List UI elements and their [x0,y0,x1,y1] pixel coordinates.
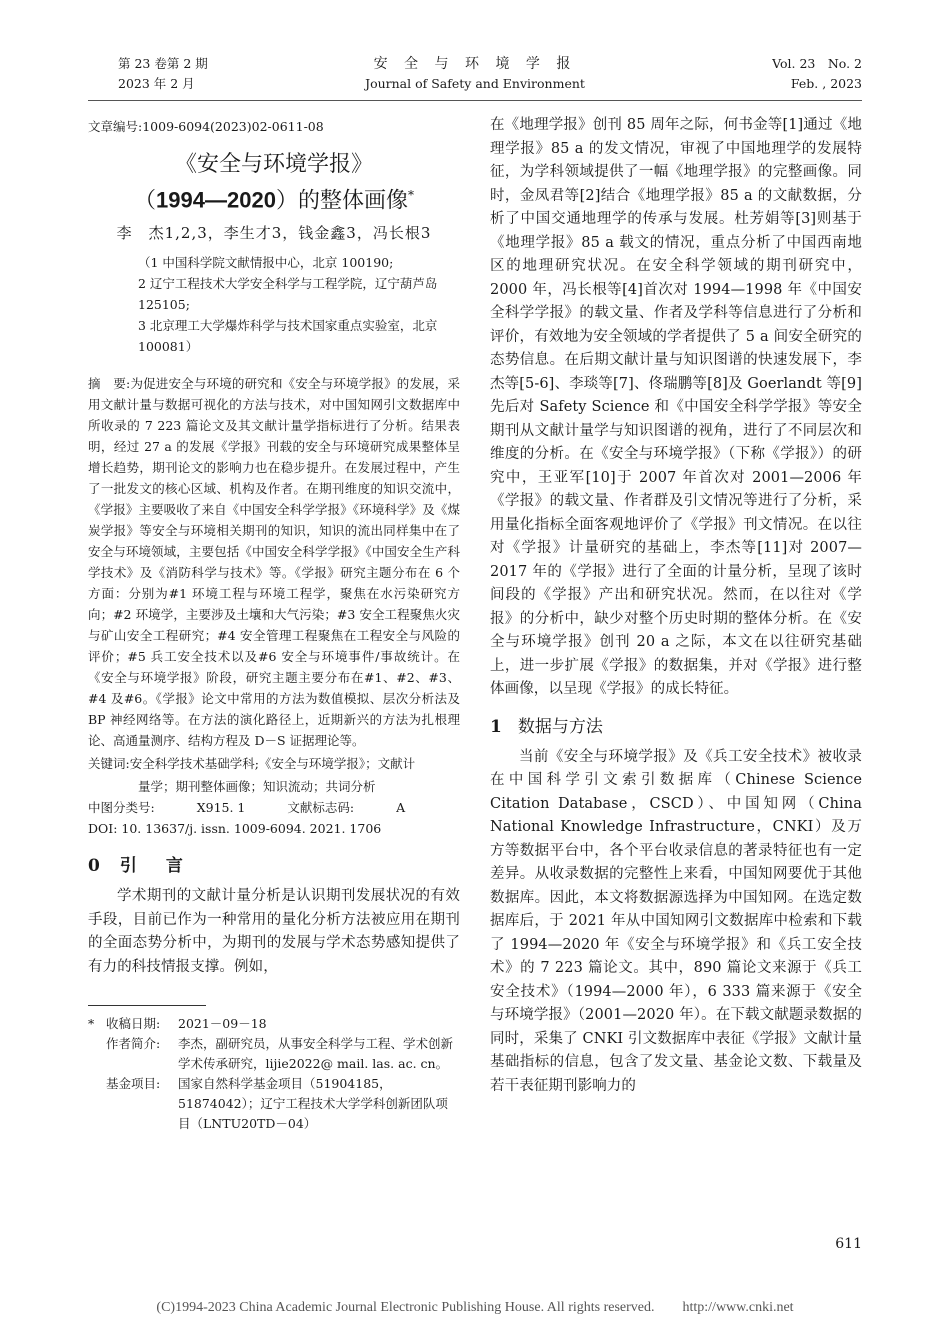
intro-paragraph: 学术期刊的文献计量分析是认识期刊发展状况的有效手段，目前已作为一种常用的量化分析方法被应用在期刊的全面态势分析中，为期刊的发展与学术态势感知提供了有力的科技情报支撑。例如， [88,888,460,975]
data-method-paragraph: 当前《安全与环境学报》及《兵工安全技术》被收录在中国科学引文索引数据库（Chinese Science Citation Database，CSCD）、中国知网（China National Knowledge Infrastructure，CNKI）及万方等数据平台中，各个平台收录信息的著录特征也有一定差异。从收录数据的完整性上来看，中国知网要优于其他数据库。因此，本文将数据源选择为中国知网。在选定数据库后，于 2021 年从中国知网引文数据库中检索和下载了 1994—2020 年《安全与环境学报》和《兵工安全技术》的 7 223 篇论文。其中，890 篇论文来源于《兵工安全技术》（1994—2000 年），6 333 篇来源于《安全与环境学报》（2001—2020 年）。在下载文献题录数据的同时，采集了 CNKI 引文数据库中表征《学报》文献计量基础指标的信息，包含了发文量、基金论文数、下载量及若干表征期刊影响力的 [490,748,862,1094]
section-1-title: 数据与方法 [517,716,603,737]
subtitle-rest: ）的整体画像 [275,188,408,214]
section-1-number: 1 [490,716,502,737]
issue-volume: 第 23 卷第 2 期 [118,56,208,71]
keywords-label: 关键词: [88,756,130,772]
article-subtitle [88,180,460,216]
article-title: 《安全与环境学报》 [174,152,373,177]
subtitle-years: 1994—2020 [156,187,276,213]
clc-number [88,800,245,815]
doi [88,818,460,839]
literature-review-paragraph: 在《地理学报》创刊 85 周年之际，何书金等[1]通过《地理学报》85 a 的发文情况，审视了中国地理学的发展特征，为学科领域提供了一幅《地理学报》的完整画像。同时，金凤君等[2]结合《地理学报》85 a 的文献数据，分析了中国交通地理学的传承与发展。杜芳娟等[3]则基于《地理学报》85 a 载文的情况，重点分析了中国西南地区的地理研究状况。在安全科学领域的期刊研究中，2000 年，冯长根等[4]首次对 1994—1998 年《中国安全科学学报》的载文量、作者及学科等信息进行了分析和评价，有效地为安全领域的学者提供了 5 a 间安全研究的态势信息。在后期文献计量与知识图谱的快速发展下，李杰等[5-6]、李琰等[7]、佟瑞鹏等[8]及 Goerlandt 等[9]先后对 Safety Science 和《中国安全科学学报》等安全期刊从文献计量学与知识图谱的视角，进行了不同层次和维度的分析。在《安全与环境学报》（下称《学报》）的研究中，王亚军[10]于 2007 年首次对 2001—2006 年《学报》的载文量、作者群及引文情况等进行了分析，采用量化指标全面客观地评价了《学报》刊文情况。在以往对《学报》计量研究的基础上，李杰等[11]对 2007—2017 年的《学报》进行了全面的计量分析，呈现了该时间段的《学报》产出和研究状况。然而，在以往对《学报》的分析中，缺少对整个历史时期的整体分析。在《安全与环境学报》创刊 20 a 之际，本文在以往研究基础上，进一步扩展《学报》的数据集，并对《学报》进行整体画像，以呈现《学报》的成长特征。 [490,117,862,697]
fund-value: 国家自然科学基金项目（51904185，51874042）；辽宁工程技术大学学科创新团队项目（LNTU20TD－04） [178,1076,448,1132]
keywords-line2: 量学；期刊整体画像；知识流动；共词分析 [138,779,376,795]
page-body [88,104,862,1274]
footnote-fund [88,1074,460,1134]
issue-date-en: Feb. , 2023 [790,76,862,91]
section-0-number: 0 [88,856,106,877]
journal-name-cn: 安 全 与 环 境 学 报 [373,56,577,72]
author-bio-label: 作者简介: [106,1036,161,1052]
footnote-star: * [88,1016,95,1032]
abstract-label: 摘 要: [88,376,131,392]
title-footnote-mark: * [407,188,414,202]
section-0-heading [88,853,460,879]
doc-code-label: 文献标志码: [287,800,355,816]
right-column [490,104,862,1098]
footnote-received [88,1014,460,1034]
section-0-title: 引 言 [119,856,189,877]
doi-value: 10. 13637/j. issn. 1009-6094. 2021. 1706 [121,821,382,837]
fund-label: 基金项目: [106,1076,161,1092]
clc-value: X915. 1 [196,800,246,816]
journal-name-en: Journal of Safety and Environment [365,76,585,91]
affiliation-2: 2 辽宁工程技术大学安全科学与工程学院，辽宁葫芦岛 125105; [138,276,438,313]
subtitle-open: （ [134,188,157,214]
page-number: 611 [835,1236,862,1252]
affiliation-3: 3 北京理工大学爆炸科学与技术国家重点实验室，北京 100081） [138,318,438,355]
issue-date: 2023 年 2 月 [118,76,195,91]
received-label: 收稿日期: [106,1016,161,1032]
keywords [88,753,460,774]
document-code [287,800,405,815]
volume-number-en: Vol. 23 No. 2 [772,56,862,71]
received-value: 2021－09－18 [178,1016,267,1032]
journal-volume-en [772,54,862,94]
keywords-line1: 安全科学技术基础学科;《安全与环境学报》；文献计 [129,756,416,772]
left-column [88,104,460,1134]
footnotes [88,1014,460,1134]
abstract-text: 为促进安全与环境的研究和《安全与环境学报》的发展，采用文献计量与数据可视化的方法与技术，对中国知网引文数据库中所收录的 7 223 篇论文及其文献计量学指标进行了分析。结果表明，经过 27 a 的发展《学报》刊载的安全与环境研究成果整体呈增长趋势，期刊论文的影响力也在稳步提升。在发展过程中，产生了一批发文的核心区域、机构及作者。在期刊维度的知识交流中，《学报》主要吸收了来自《中国安全科学学报》《环境科学》及《煤炭学报》等安全与环境相关期刊的知识，知识的流出同样集中在了安全与环境领域，主要包括《中国安全科学学报》《中国安全生产科学技术》及《消防科学与技术》等。《学报》研究主题分布在 6 个方面：分别为#1 环境工程与环境工程学，聚焦在水污染研究方向；#2 环境学，主要涉及土壤和大气污染；#3 安全工程聚焦火灾与矿山安全工程研究；#4 安全管理工程聚焦在工程安全与风险的评价；#5 兵工安全技术以及#6 安全与环境事件/事故统计。在《安全与环境学报》阶段，研究主题主要分布在#1、#2、#3、#4 及#6。《学报》论文中常用的方法为数值模拟、层次分析法及 BP 神经网络等。在方法的演化路径上，近期新兴的方法为扎根理论、高通量测序、结构方程及 D－S 证据理论等。 [88,376,460,749]
article-id: 文章编号:1009-6094(2023)02-0611-08 [88,119,324,134]
affiliations [88,252,460,357]
author-list: 李 杰1,2,3，李生才3，钱金鑫3，冯长根3 [116,224,432,243]
doi-label: DOI: [88,821,118,837]
affiliation-1: （1 中国科学院文献情报中心，北京 100190; [138,255,394,271]
author-bio-value: 李杰，副研究员，从事安全科学与工程、学术创新学术传承研究，lijie2022@ mail. las. ac. cn。 [178,1036,454,1072]
copyright-footer: (C)1994-2023 China Academic Journal Electronic Publishing House. All rights reserved. http://www.cnki.net [156,1300,794,1315]
header-divider [88,100,862,101]
classification-row [88,797,460,818]
abstract [88,373,460,751]
clc-label: 中图分类号: [88,800,155,816]
section-1-heading [490,714,862,740]
footnote-divider [88,1005,206,1006]
footnote-author [88,1034,460,1074]
doc-code-value: A [396,800,406,816]
